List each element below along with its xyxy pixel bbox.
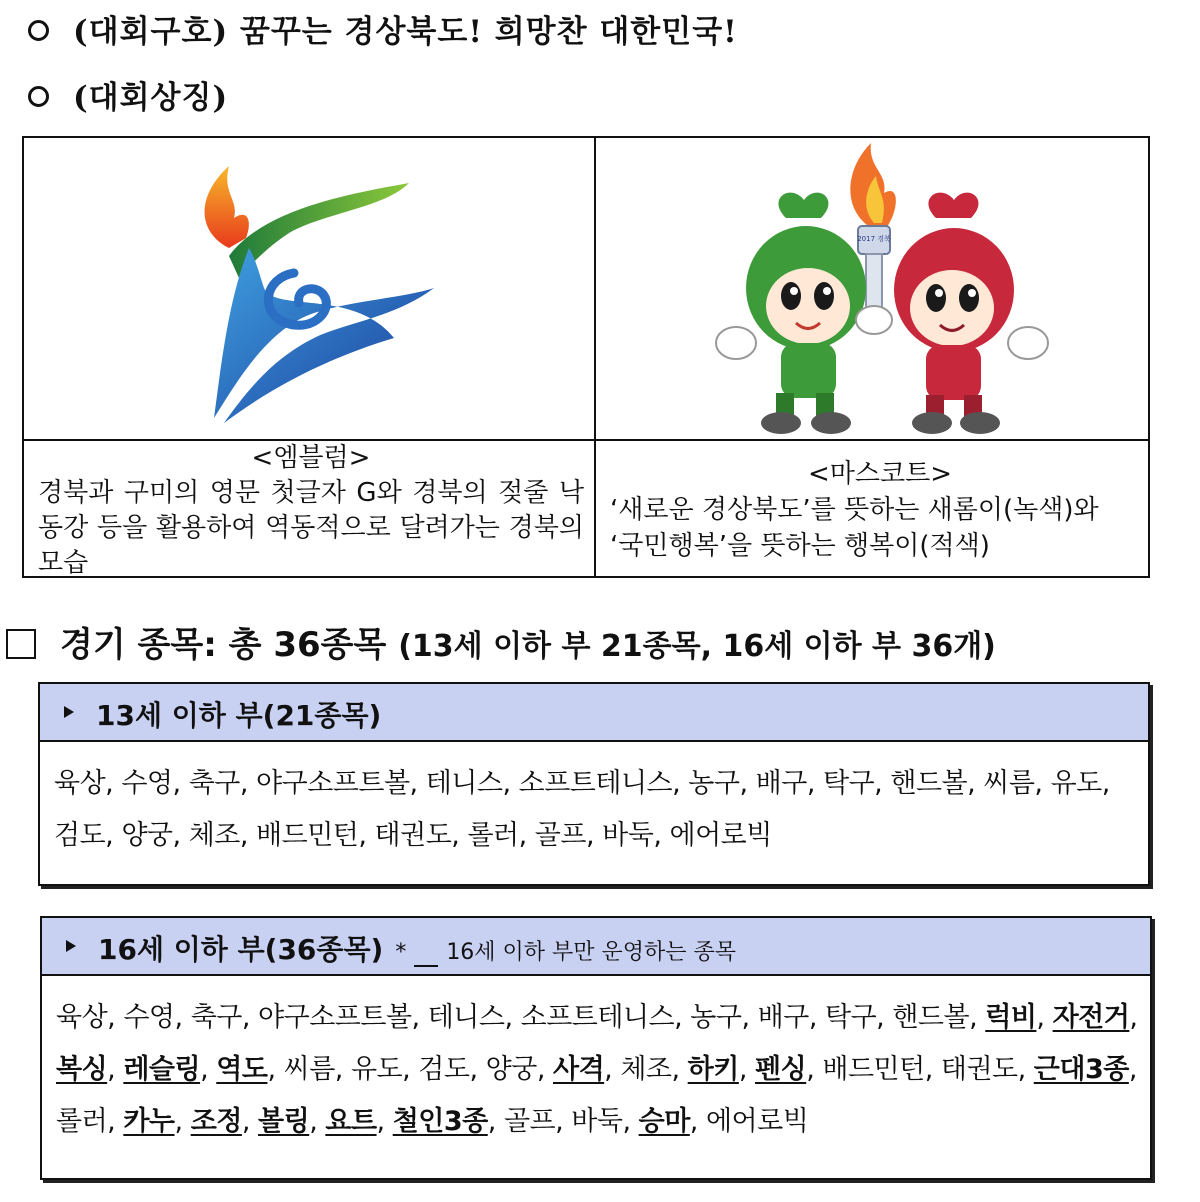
under13-box [38,682,1150,886]
sport-item: 배구 [755,768,807,799]
sport-item: 테니스 [425,768,503,799]
sport-item: 검도 [54,820,106,851]
sport-item: 근대3종 [1033,1054,1129,1085]
sport-item: 씨름 [983,768,1035,799]
sport-item: 롤러 [467,820,519,851]
sport-item: 복싱 [56,1054,108,1085]
under13-header [40,684,1148,742]
sport-item: 육상 [56,1002,108,1033]
slogan-line [28,6,738,51]
under13-title: 13세 이하 부(21종목) [96,699,382,732]
sport-item: 탁구 [824,1002,877,1033]
sport-item: 철인3종 [392,1106,488,1137]
emblem-image-cell [24,138,594,439]
sport-item: 자전거 [1052,1002,1130,1033]
events-heading-main: 경기 종목: 총 36종목 [60,625,387,665]
emblem-description: 경북과 구미의 영문 첫글자 G와 경북의 젖줄 낙동강 등을 활용하여 역동적으로 달려가는 경북의 모습 [38,478,584,578]
under16-title-wrap [98,928,736,968]
under16-title: 16세 이하 부(36종목) [98,933,384,966]
sport-item: 태권도 [940,1054,1018,1085]
mascot-caption [610,456,1150,564]
sport-item: 골프 [534,820,586,851]
symbol-table [22,136,1150,578]
emblem-title: <엠블럼> [251,443,371,473]
sport-item: 역도 [216,1054,268,1085]
mascot-image-cell [596,138,1150,439]
sport-item: 유도 [1050,768,1102,799]
events-heading-sub: (13세 이하 부 21종목, 16세 이하 부 36개) [398,629,996,664]
under13-sports-list: 육상, 수영, 축구, 야구소프트볼, 테니스, 소프트테니스, 농구, 배구, 탁구, 핸드볼, 씨름, 유도, 검도, 양궁, 체조, 배드민턴, 태권도, 롤러, 골프, 바둑, 에어로빅 [54,768,1110,851]
sport-item: 바둑 [602,820,654,851]
emblem-caption [38,441,584,581]
sport-item: 승마 [638,1106,690,1137]
sport-item: 체조 [188,820,240,851]
sport-item: 씨름 [283,1054,335,1085]
under16-box [40,916,1152,1180]
sport-item: 펜싱 [755,1054,807,1085]
triangle-bullet-icon [66,940,76,952]
sport-item: 체조 [620,1054,672,1085]
mascot-title: <마스코트> [807,459,953,489]
sport-item: 테니스 [427,1002,505,1033]
sport-item: 에어로빅 [705,1106,809,1137]
sport-item: 농구 [690,1002,742,1033]
sport-item: 소프트테니스 [520,1002,675,1033]
sport-item: 에어로빅 [669,820,772,851]
sport-item: 양궁 [485,1054,537,1085]
sport-item: 골프 [503,1106,556,1137]
symbol-text: (대회상징) [73,80,229,116]
sport-item: 볼링 [258,1106,310,1137]
sport-item: 핸드볼 [890,768,968,799]
underline-sample [414,940,438,967]
sport-item: 야구소프트볼 [258,1002,412,1033]
events-heading [6,617,996,666]
sport-item: 배구 [757,1002,809,1033]
sport-item: 사격 [552,1054,605,1085]
sport-item: 요트 [325,1106,377,1137]
sport-item: 야구소프트볼 [256,768,410,799]
sport-item: 롤러 [56,1106,108,1137]
sport-item: 농구 [688,768,740,799]
mascot-illustration-icon [596,138,1150,439]
under16-note-mark: * [395,940,407,965]
sport-item: 수영 [123,1002,175,1033]
sport-item: 배드민턴 [256,820,359,851]
sport-item: 탁구 [822,768,875,799]
sport-item: 조정 [190,1106,242,1137]
slogan-text: (대회구호) 꿈꾸는 경상북도! 희망찬 대한민국! [73,14,738,50]
sport-item: 수영 [121,768,173,799]
sport-item: 배드민턴 [822,1054,925,1085]
sport-item: 소프트테니스 [518,768,673,799]
circle-bullet-icon [28,20,49,41]
sport-item: 카누 [123,1106,175,1137]
under16-sports-list: 육상, 수영, 축구, 야구소프트볼, 테니스, 소프트테니스, 농구, 배구, 탁구, 핸드볼, 럭비, 자전거, 복싱, 레슬링, 역도, 씨름, 유도, 검도, 양궁, 사격, 체조, 하키, 펜싱, 배드민턴, 태권도, 근대3종, 롤러, 카누, 조정, 볼링, 요트, 철인3종, 골프, 바둑, 승마, 에어로빅 [56,1002,1138,1137]
sport-item: 육상 [54,768,106,799]
sport-item: 럭비 [985,1002,1037,1033]
sport-item: 축구 [188,768,240,799]
mascot-line-1: ‘새로운 경상북도’를 뜻하는 새롬이(녹색)와 [610,495,1099,525]
symbol-line [28,72,228,117]
sport-item: 태권도 [374,820,452,851]
under16-header [42,918,1150,976]
sport-item: 레슬링 [123,1054,201,1085]
sport-item: 축구 [190,1002,242,1033]
emblem-logo-icon [24,138,594,439]
sport-item: 바둑 [571,1106,623,1137]
sport-item: 하키 [687,1054,739,1085]
sport-item: 유도 [350,1054,403,1085]
sport-item: 양궁 [121,820,173,851]
circle-bullet-icon [28,86,49,107]
torch-label: 2017 경북 [857,235,891,243]
mascot-line-2: ‘국민행복’을 뜻하는 행복이(적색) [610,531,990,561]
sport-item: 핸드볼 [892,1002,970,1033]
triangle-bullet-icon [64,706,74,718]
under16-note [395,940,736,965]
sport-item: 검도 [418,1054,470,1085]
square-bullet-icon [6,629,36,659]
under16-note-text: 16세 이하 부만 운영하는 종목 [446,940,737,965]
